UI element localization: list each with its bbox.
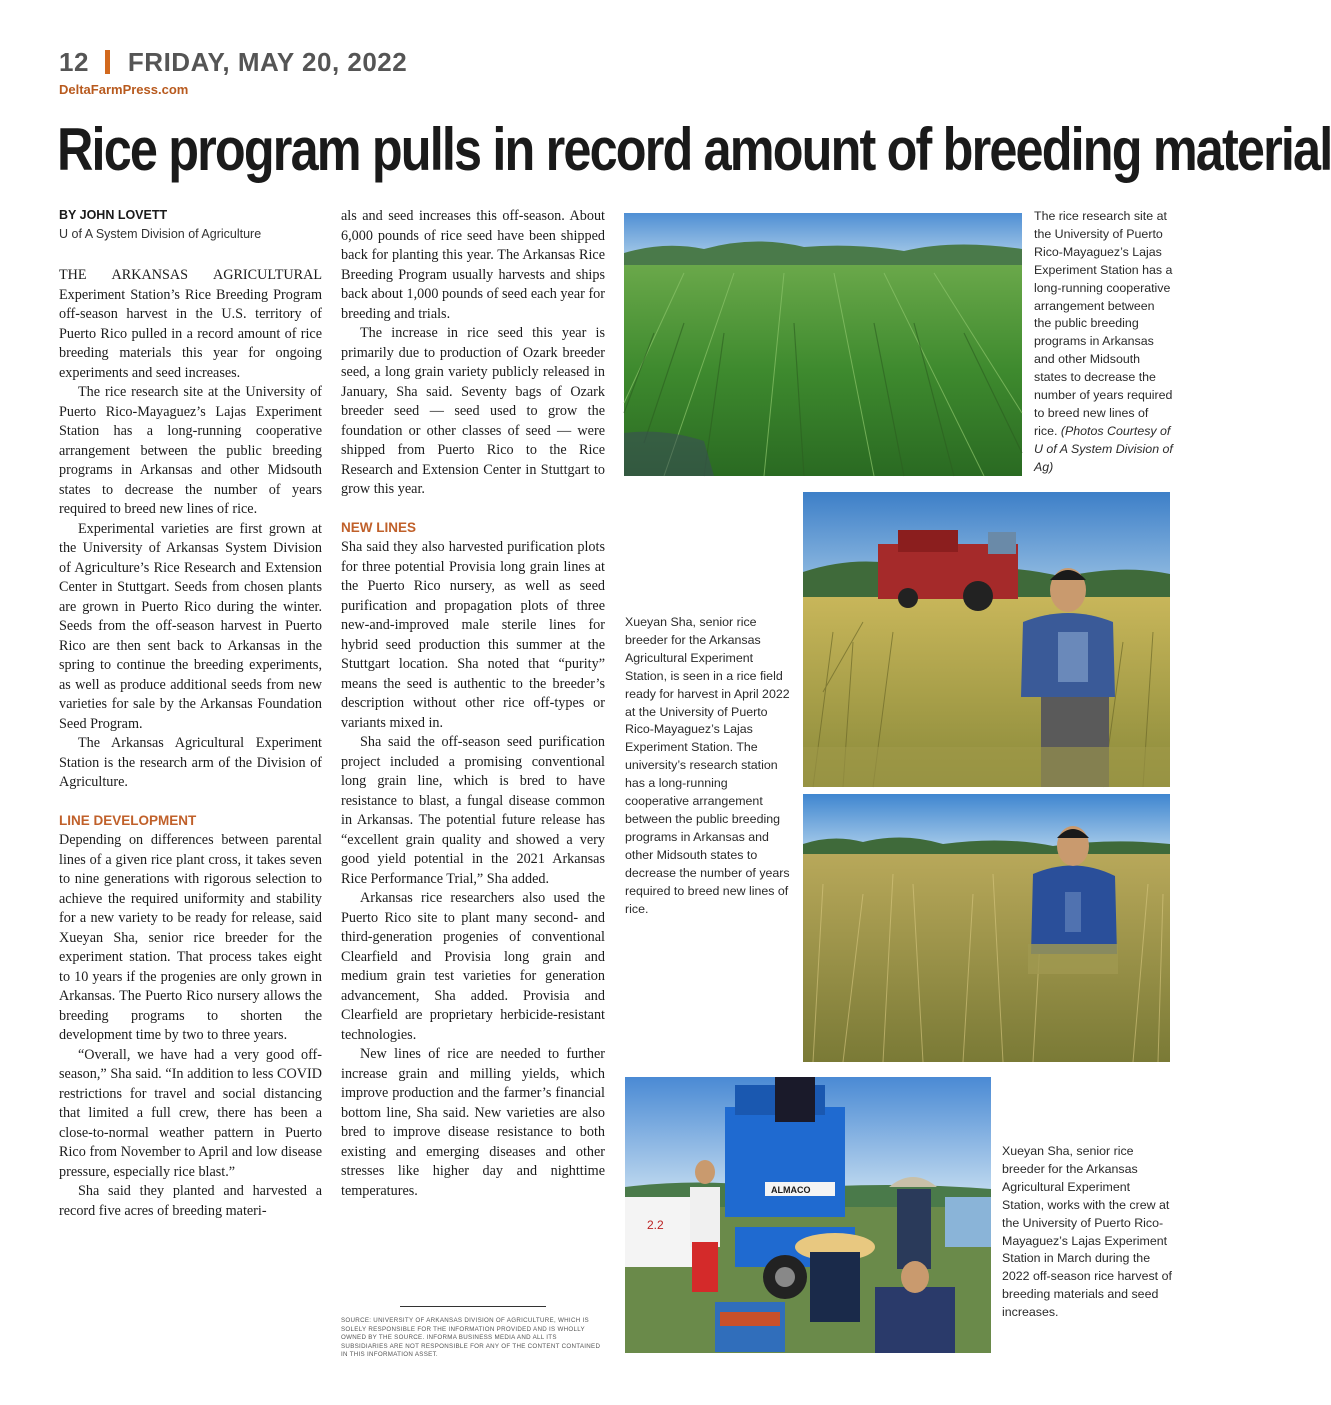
machine-label: ALMACO [771,1185,811,1195]
truck-number: 2.2 [647,1218,664,1232]
source-divider [400,1306,546,1307]
subhead-line-development: LINE DEVELOPMENT [59,812,197,828]
paragraph: The Arkansas Agricultural Experiment Station is the research arm of the Division of Agriculture. [59,735,322,790]
paragraph: Arkansas rice researchers also used the Puerto Rico site to plant many second- and third-generation progenies of conventional Clearfield and Provisia long grain and medium grain test varieties for generation advancement, Sha added. Provisia and Clearfield are proprietary herbicide-resistant technologies. [341,890,605,1043]
paragraph: New lines of rice are needed to further increase grain and milling yields, which improve production and the farmer’s financial bottom line, Sha said. New varieties are also bred to improve disease resistance to both existing and emerging diseases and other stresses like higher day and nighttime temperatures. [341,1046,605,1199]
author-affiliation: U of A System Division of Agriculture [59,227,262,241]
issue-date: FRIDAY, MAY 20, 2022 [127,46,408,77]
paragraph: THE ARKANSAS AGRICULTURAL Experiment Station’s Rice Breeding Program off-season harvest in the U.S. territory of Puerto Rico pulled in a record amount of rice breeding materials this year for ongoing experiments and seed increases. [59,267,322,381]
paragraph: The rice research site at the University of Puerto Rico-Mayaguez’s Lajas Experiment Station has a long-running cooperative arrangement between the public breeding programs in Arkansas and other Midsouth states to decrease the number of years required to breed new lines of rice. [59,384,322,517]
caption-rice-field [1034,208,1174,477]
paragraph: Sha said the off-season seed purification project included a promising conventional long grain line, which is bred to have resistance to blast, a fungal disease common in Arkansas. The potential future release has “excellent grain quality and showed a very good yield potential in the 2021 Arkansas Rice Performance Trial,” Sha added. [341,734,605,887]
paragraph: The increase in rice seed this year is primarily due to production of Ozark breeder seed, a long grain variety publicly released in January, Sha said. Seventy bags of Ozark breeder seed — seed used to grow the foundation or other classes of seed — were shipped from Puerto Rico to the Rice Research and Extension Center in Stuttgart to grow this year. [341,325,605,497]
photo-credit: (Photos Courtesy of U of A System Division of Ag) [1034,423,1173,474]
paragraph: Depending on differences between parental lines of a given rice plant cross, it takes seven to nine generations with rigorous selection to achieve the required uniformity and stability for a new variety to be ready for release, said Xueyan Sha, senior rice breeder for the experiment station. That process takes eight to 10 years if the progenies are only grown in Arkansas. The Puerto Rico nursery allows the breeding programs to shorten the development time by two to three years. [59,832,322,1043]
truck [625,1197,695,1267]
website-link[interactable]: DeltaFarmPress.com [59,82,189,97]
caption-crew-harvest: Xueyan Sha, senior rice breeder for the Arkansas Agricultural Experiment Station, works with the crew at the University of Puerto Rico-Mayaguez’s Lajas Experiment Station in March during the 2022 off-season rice harvest of breeding materials and seed increases. [1002,1144,1172,1320]
source-note: SOURCE: UNIVERSITY OF ARKANSAS DIVISION OF AGRICULTURE, WHICH IS SOLELY RESPONSIBLE FOR THE INFORMATION PROVIDED AND IS WHOLLY OWNED BY THE SOURCE. INFORMA BUSINESS MEDIA AND ALL ITS SUBSIDIARIES ARE NOT RESPONSIBLE FOR ANY OF THE CONTENT CONTAINED IN THIS INFORMATION ASSET. [341,1317,601,1359]
article-column-2 [341,207,605,1201]
byline: BY JOHN LOVETT [59,208,168,222]
caption-text: The rice research site at the University of Puerto Rico-Mayaguez’s Lajas Experiment Station has a long-running cooperative arrangement between the public breeding programs in Arkansas and other Midsouth states to decrease the number of years required to breed new lines of rice. [1034,209,1173,438]
combine-harvester [878,530,1018,611]
photo-rice-field [624,213,1022,476]
folio-divider [105,50,110,74]
photo-crew-harvest [625,1077,991,1353]
subhead-new-lines: NEW LINES [341,519,417,535]
paragraph: Sha said they also harvested purification plots for three potential Provisia long grain lines at the Puerto Rico nursery, as well as seed purification and propagation plots of three new-and-improved male sterile lines for hybrid seed production this summer at the Stuttgart location. Sha noted that “purity” means the seed is authentic to the breeder’s description without other rice off-types or variants mixed in. [341,539,605,731]
photo-sha-combine [803,492,1170,787]
caption-sha-field: Xueyan Sha, senior rice breeder for the Arkansas Agricultural Experiment Station, is seen in a rice field ready for harvest in April 2022 at the University of Puerto Rico-Mayaguez’s Lajas Experiment Station. The university’s research station has a long-running cooperative arrangement between the public breeding programs in Arkansas and other Midsouth states to decrease the number of years required to breed new lines of rice. [625,615,790,916]
page-folio [59,44,407,80]
paragraph: Sha said they planted and harvested a record five acres of breeding materi- [59,1183,322,1219]
paragraph: Experimental varieties are first grown at the University of Arkansas System Division of Agriculture’s Rice Research and Extension Center in Stuttgart. Seeds from chosen plants are grown in Puerto Rico during the winter. Seeds from the off-season harvest in Puerto Rico are then sent back to Arkansas in the spring to continue the breeding experiments, as well as produce additional seeds from new varieties for sale by the Arkansas Foundation Seed Program. [59,520,322,732]
paragraph: als and seed increases this off-season. About 6,000 pounds of rice seed have been shipped back for planting this year. The Arkansas Rice Breeding Program usually harvests and ships back about 1,000 pounds of seed each year for breeding and trials. [341,208,605,322]
article-column-1 [59,266,322,1221]
article-headline: Rice program pulls in record amount of breeding material [57,116,1331,183]
paragraph: “Overall, we have had a very good off-season,” Sha said. “In addition to less COVID restrictions for travel and social distancing that limited a full crew, there has been a close-to-normal weather pattern in Puerto Rico from November to April and low disease pressure, especially rice blast.” [59,1046,322,1180]
page-number: 12 [59,46,89,77]
photo-sha-rice-field [803,794,1170,1062]
